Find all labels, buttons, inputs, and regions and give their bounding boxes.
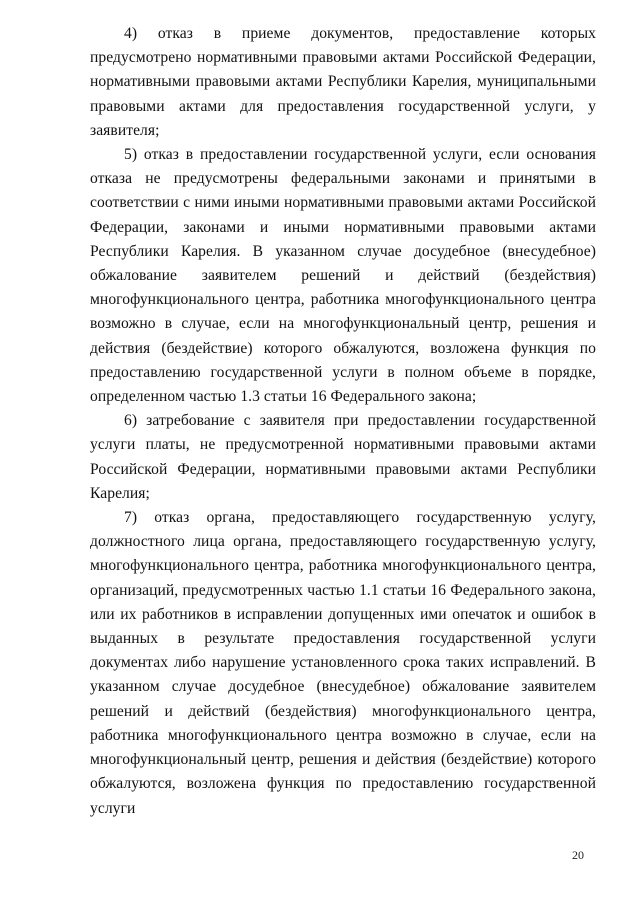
paragraph-item-7: 7) отказ органа, предоставляющего государственную услугу, должностного лица органа, предоставляющего государственную услугу, многофункционального центра, работника многофункционального центра, организаций, предусмотренных частью 1.1 статьи 16 Федерального закона, или их работников в исправлении допущенных ими опечаток и ошибок в выданных в результате предоставления государственной услуги документах либо нарушение установленного срока таких исправлений. В указанном случае досудебное (внесудебное) обжалование заявителем решений и действий (бездействия) многофункционального центра, работника многофункционального центра возможно в случае, если на многофункциональный центр, решения и действия (бездействие) которого обжалуются, возложена функция по предоставлению государственной услуги — [90, 509, 596, 817]
paragraph-item-4: 4) отказ в приеме документов, предоставление которых предусмотрено нормативными правовыми актами Российской Федерации, нормативными правовыми актами Республики Карелия, муниципальными правовыми актами для предоставления государственной услуги, у заявителя; — [90, 25, 596, 139]
paragraph-item-6: 6) затребование с заявителя при предоставлении государственной услуги платы, не предусмотренной нормативными правовыми актами Российской Федерации, нормативными правовыми актами Республики Карелия; — [90, 412, 596, 502]
paragraph-item-5: 5) отказ в предоставлении государственной услуги, если основания отказа не предусмотрены федеральными законами и принятыми в соответствии с ними иными нормативными правовыми актами Российской Федерации, законами и иными нормативными правовыми актами Республики Карелия. В указанном случае досудебное (внесудебное) обжалование заявителем решений и действий (бездействия) многофункционального центра, работника многофункционального центра возможно в случае, если на многофункциональный центр, решения и действия (бездействие) которого обжалуются, возложена функция по предоставлению государственной услуги в полном объеме в порядке, определенном частью 1.3 статьи 16 Федерального закона; — [90, 146, 596, 406]
body-text — [90, 22, 596, 821]
page-number: 20 — [572, 848, 584, 862]
